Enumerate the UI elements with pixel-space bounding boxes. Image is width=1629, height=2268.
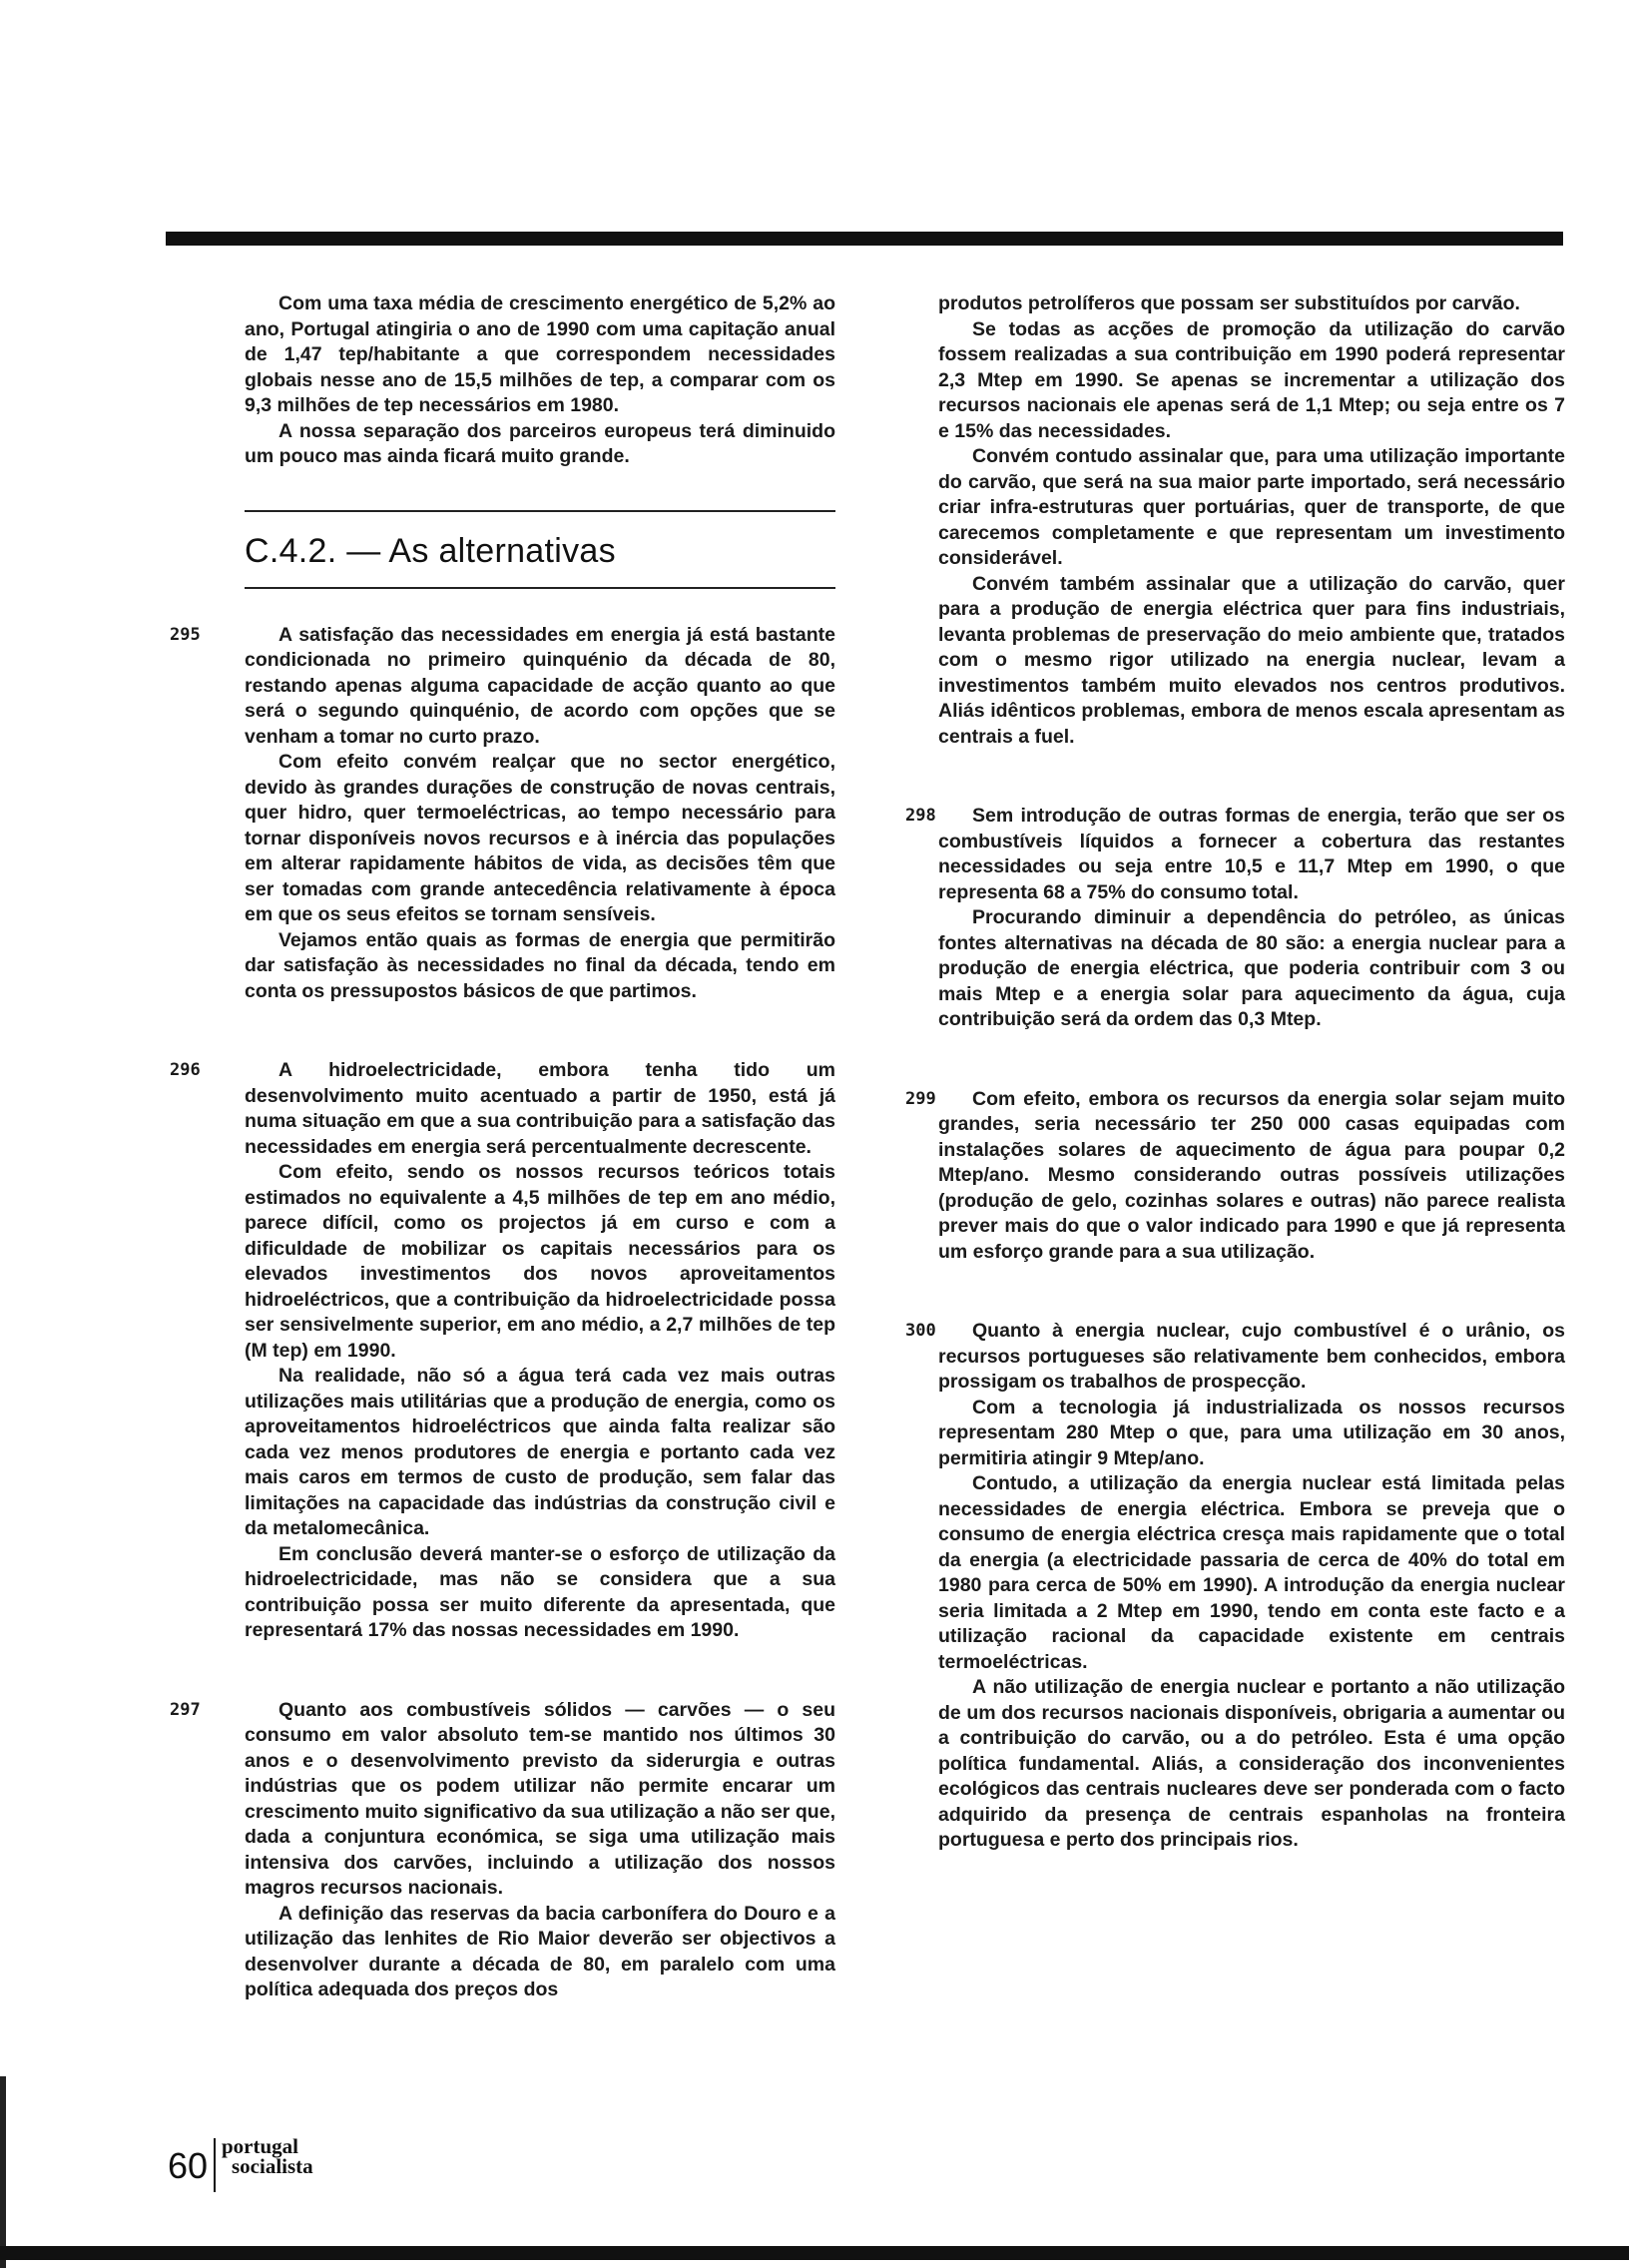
section-298 <box>905 804 1565 1033</box>
scan-edge <box>0 2076 6 2268</box>
paragraph: Com efeito, sendo os nossos recursos teóricos totais estimados no equivalente a 4,5 milhões de tep em ano médio, parece difícil, como os projectos já em curso e com a dificuldade de mobilizar os capitais necessários para os elevados investimentos dos novos aproveitamentos hidroeléctricos, que a contribuição da hidroelectricidade possa ser sensivelmente superior, em ano médio, a 2,7 milhões de tep (M tep) em 1990. <box>245 1161 835 1362</box>
paragraph: Quanto à energia nuclear, cujo combustível é o urânio, os recursos portugueses são relativamente bem conhecidos, embora prossigam os trabalhos de prospecção. <box>938 1320 1565 1393</box>
paragraph: A definição das reservas da bacia carbonífera do Douro e a utilização das lenhites de Rio Maior deverão ser objectivos a desenvolver durante a década de 80, em paralelo com uma política adequada dos preços dos <box>245 1902 835 2000</box>
paragraph: Convém contudo assinalar que, para uma utilização importante do carvão, que será na sua maior parte importado, será necessário criar infra-estruturas quer portuárias, quer de transporte, de que carecemos completamente e que representam um investimento considerável. <box>938 445 1565 569</box>
paragraph: Sem introdução de outras formas de energia, terão que ser os combustíveis líquidos a fornecer a cobertura das restantes necessidades ou seja entre 10,5 e 11,7 Mtep em 1990, o que representa 68 a 75% do consumo total. <box>938 805 1565 903</box>
section-heading: C.4.2. — As alternativas <box>245 531 616 570</box>
paragraph: A não utilização de energia nuclear e portanto a não utilização de um dos recursos nacionais disponíveis, obrigaria a aumentar ou a contribuição do carvão, ou a do petróleo. Esta é uma opção política fundamental. Aliás, a consideração dos inconvenientes ecológicos das centrais nucleares deve ser ponderada com o facto adquirido da presença de centrais espanholas na fronteira portuguesa e perto dos principais rios. <box>938 1676 1565 1851</box>
paragraph: Procurando diminuir a dependência do petróleo, as únicas fontes alternativas na década de 80 são: a energia nuclear para a produção de energia eléctrica, que poderia contribuir com 3 ou mais Mtep e a energia solar para aquecimento da água, cuja contribuição será da ordem das 0,3 Mtep. <box>938 906 1565 1030</box>
paragraph: Em conclusão deverá manter-se o esforço de utilização da hidroelectricidade, mas não se considera que a sua contribuição possa ser muito diferente da apresentada, que representará 17% das nossas necessidades em 1990. <box>245 1542 835 1641</box>
left-column <box>170 291 835 2003</box>
paragraph: Com uma taxa média de crescimento energético de 5,2% ao ano, Portugal atingiria o ano de 1990 com uma capitação anual de 1,47 tep/habitante a que correspondem necessidades globais nesse ano de 15,5 milhões de tep, a comparar com os 9,3 milhões de tep necessários em 1980. <box>245 292 835 416</box>
bottom-rule <box>0 2246 1629 2260</box>
section-296 <box>170 1058 835 1644</box>
paragraph: Contudo, a utilização da energia nuclear está limitada pelas necessidades de energia eléctrica. Embora se preveja que o consumo de energia eléctrica cresça mais rapidamente que o total da energia (a electricidade passaria de cerca de 40% do total em 1980 para cerca de 50% em 1990). A introdução da energia nuclear seria limitada a 2 Mtep em 1990, tendo em conta este facto e a utilização racional da capacidade existente em centrais termoeléctricas. <box>938 1472 1565 1673</box>
section-300 <box>905 1319 1565 1854</box>
paragraph-number: 299 <box>905 1088 936 1109</box>
paragraph: produtos petrolíferos que possam ser substituídos por carvão. <box>938 292 1520 314</box>
paragraph: A hidroelectricidade, embora tenha tido um desenvolvimento muito acentuado a partir de 1950, está já numa situação em que a sua contribuição para a satisfação das necessidades em energia será percentualmente decrescente. <box>245 1059 835 1158</box>
paragraph: Vejamos então quais as formas de energia que permitirão dar satisfação às necessidades no final da década, tendo em conta os pressupostos básicos de que partimos. <box>245 928 835 1002</box>
paragraph: Convém também assinalar que a utilização do carvão, quer para a produção de energia eléctrica quer para fins industriais, levanta problemas de preservação do meio ambiente que, tratados com o mesmo rigor utilizado na energia nuclear, levam a investimentos também muito elevados nos centros produtivos. Aliás idênticos problemas, embora de menos escala apresentam as centrais a fuel. <box>938 572 1565 748</box>
logo-line-2: socialista <box>232 2154 313 2178</box>
section-299 <box>905 1087 1565 1266</box>
logo-line-1: portugal <box>222 2134 299 2158</box>
top-rule <box>166 232 1563 246</box>
paragraph: Quanto aos combustíveis sólidos — carvões — o seu consumo em valor absoluto tem-se mantido nos últimos 30 anos e o desenvolvimento previsto da siderurgia e outras indústrias que os podem utilizar não permite encarar um crescimento muito significativo da sua utilização a não ser que, dada a conjuntura económica, se siga uma utilização mais intensiva dos carvões, incluindo a utilização dos nossos magros recursos nacionais. <box>245 1698 835 1899</box>
paragraph-number: 296 <box>170 1060 201 1080</box>
paragraph: Se todas as acções de promoção da utilização do carvão fossem realizadas a sua contribuição em 1990 poderá representar 2,3 Mtep em 1990. Se apenas se incrementar a utilização dos recursos nacionais ele apenas será de 1,1 Mtep; ou seja entre os 7 e 15% das necessidades. <box>938 317 1565 442</box>
section-297 <box>170 1698 835 2003</box>
paragraph: A nossa separação dos parceiros europeus terá diminuido um pouco mas ainda ficará muito grande. <box>245 419 835 467</box>
paragraph-number: 298 <box>905 806 936 826</box>
paragraph: Com efeito, embora os recursos da energia solar sejam muito grandes, seria necessário ter 250 000 casas equipadas com instalações solares de aquecimento de água para poupar 0,2 Mtep/ano. Mesmo considerando outras possíveis utilizações (produção de gelo, cozinhas solares e outras) não parece realista prever mais do que o valor indicado para 1990 e que já representa um esforço grande para a sua utilização. <box>938 1087 1565 1263</box>
paragraph: Com a tecnologia já industrializada os nossos recursos representam 280 Mtep o que, para uma utilização em 30 anos, permitiria atingir 9 Mtep/ano. <box>938 1396 1565 1469</box>
right-column <box>905 291 1565 1854</box>
section-295 <box>170 623 835 1005</box>
paragraph-number: 300 <box>905 1321 936 1341</box>
page-number: 60 <box>168 2145 209 2186</box>
paragraph: Com efeito convém realçar que no sector energético, devido às grandes durações de construção de novas centrais, quer hidro, quer termoeléctricas, ao tempo necessário para tornar disponíveis novos recursos e à inércia das populações em alterar rapidamente hábitos de vida, as decisões têm que ser tomadas com grande antecedência relativamente à época em que os seus efeitos se tornam sensíveis. <box>245 751 835 925</box>
paragraph-number: 295 <box>170 624 201 645</box>
paragraph: Na realidade, não só a água terá cada vez mais outras utilizações mais utilitárias que a produção de energia, como os aproveitamentos hidroeléctricos que ainda falta realizar são cada vez menos produtores de energia e portanto cada vez mais caros em termos de custo de produção, sem falar das limitações na capacidade das indústrias da construção civil e da metalomecânica. <box>245 1365 835 1539</box>
publication-logo <box>222 2136 351 2176</box>
continuation-block <box>938 291 1565 750</box>
intro-block <box>245 291 835 470</box>
paragraph: A satisfação das necessidades em energia já está bastante condicionada no primeiro quinquénio da década de 80, restando apenas alguma capacidade de acção quanto ao que será o segundo quinquénio, de acordo com opções que se venham a tomar no curto prazo. <box>245 623 835 748</box>
paragraph-number: 297 <box>170 1699 201 1720</box>
footer-divider <box>214 2138 216 2192</box>
